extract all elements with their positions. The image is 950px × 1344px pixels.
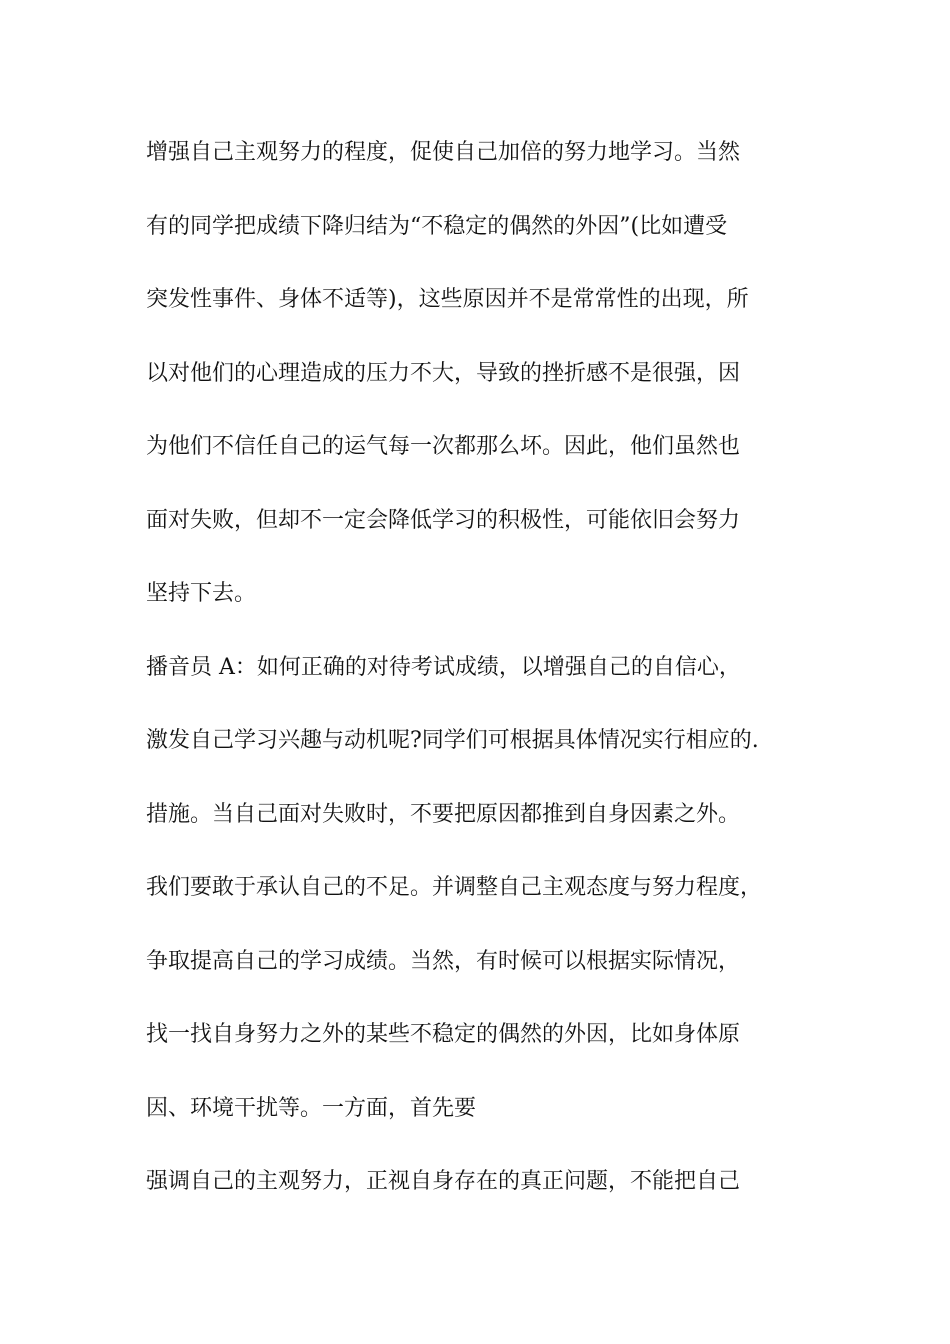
text-line-10: 措施。当自己面对失败时，不要把原因都推到自身因素之外。 [146, 801, 741, 827]
text-line-4: 以对他们的心理造成的压力不大，导致的挫折感不是很强，因 [146, 360, 741, 386]
text-line-6: 面对失败，但却不一定会降低学习的积极性，可能依旧会努力 [146, 507, 741, 533]
text-line-15: 强调自己的主观努力，正视自身存在的真正问题，不能把自己 [146, 1169, 741, 1194]
text-line-11: 我们要敢于承认自己的不足。并调整自己主观态度与努力程度， [146, 875, 763, 900]
text-line-8: 播音员 A：如何正确的对待考试成绩，以增强自己的自信心， [146, 654, 741, 680]
text-line-13: 找一找自身努力之外的某些不稳定的偶然的外因，比如身体原 [146, 1022, 741, 1047]
text-line-5: 为他们不信任自己的运气每一次都那么坏。因此，他们虽然也 [146, 434, 741, 459]
text-line-2: 有的同学把成绩下降归结为“不稳定的偶然的外因”(比如遭受 [146, 213, 728, 239]
text-line-7: 坚持下去。 [146, 581, 257, 606]
text-line-12: 争取提高自己的学习成绩。当然，有时候可以根据实际情况， [146, 948, 741, 974]
text-line-1: 增强自己主观努力的程度，促使自己加倍的努力地学习。当然 [146, 140, 741, 165]
text-line-14: 因、环境干扰等。一方面，首先要 [146, 1095, 477, 1121]
text-line-3: 突发性事件、身体不适等)，这些原因并不是常常性的出现，所 [146, 287, 749, 312]
text-line-9: 激发自己学习兴趣与动机呢?同学们可根据具体情况实行相应的. [146, 728, 759, 753]
document-body [146, 126, 846, 1229]
